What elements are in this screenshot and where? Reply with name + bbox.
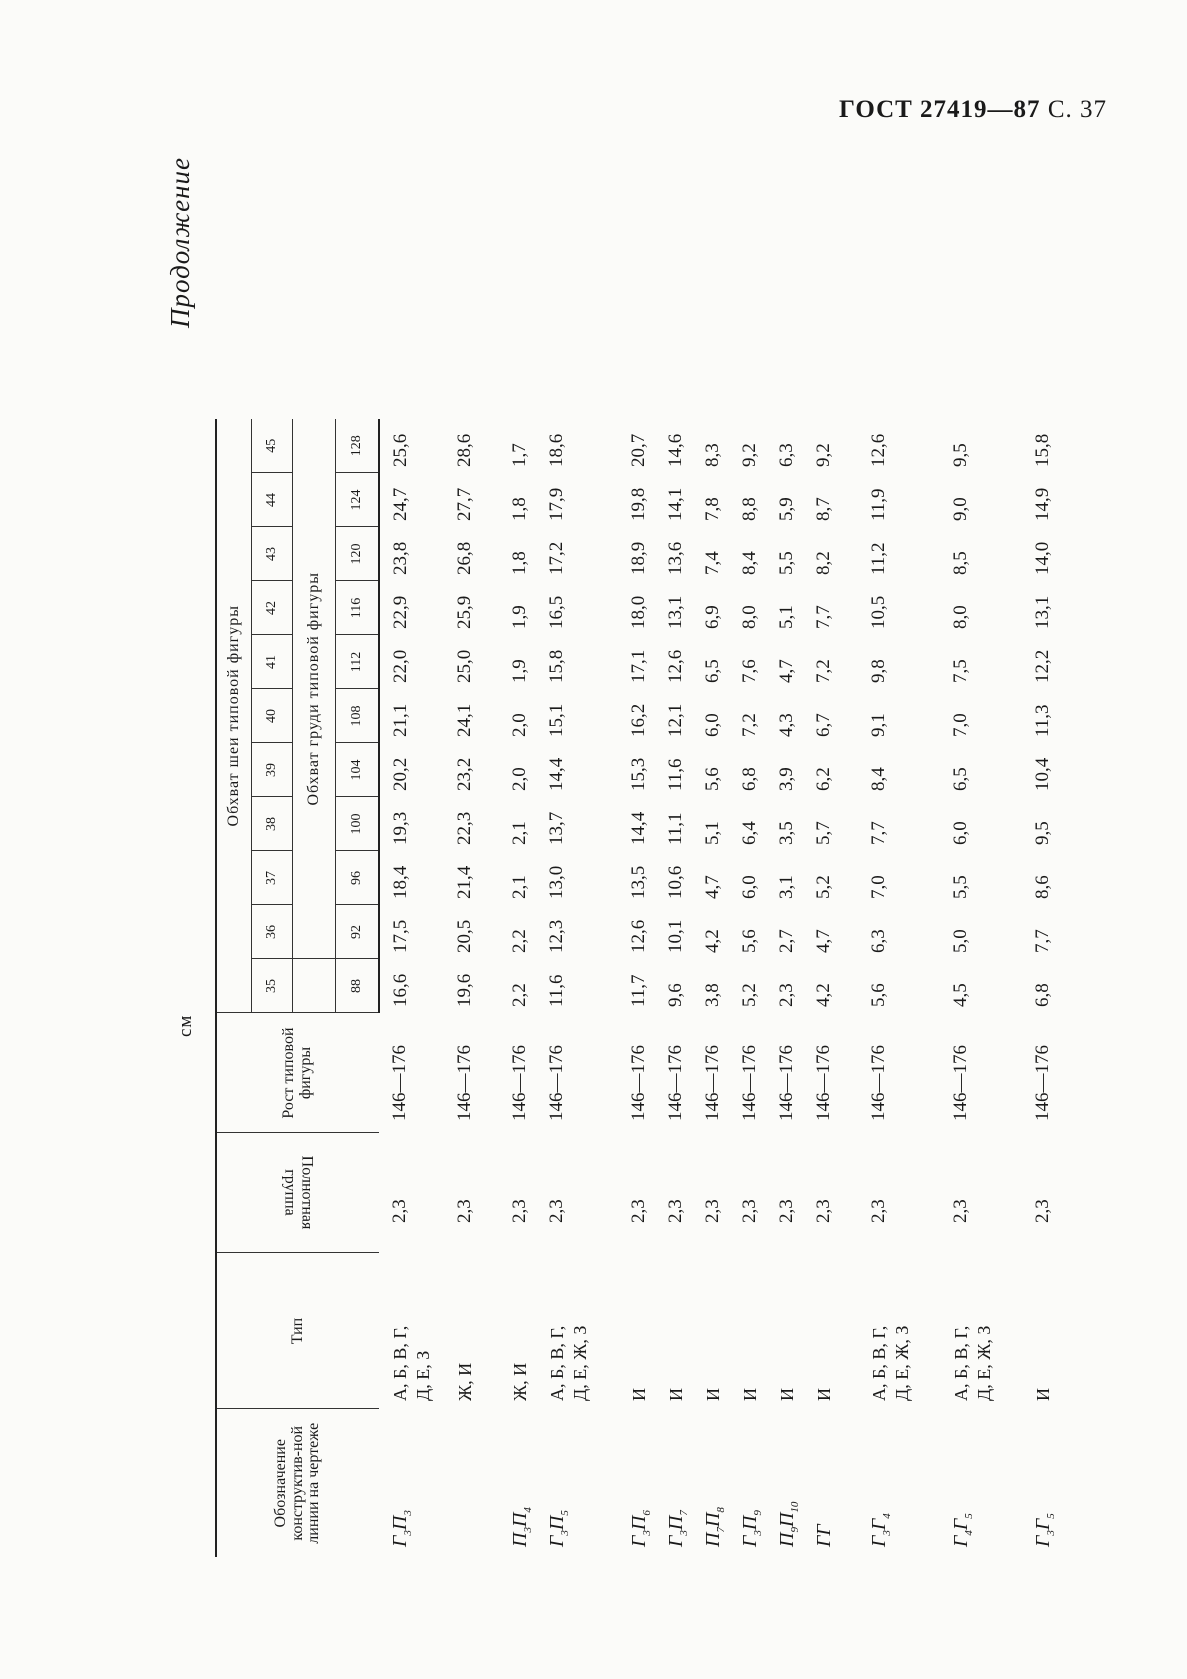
value-cell: 23,8: [390, 541, 411, 575]
neck-size-cell: 42: [252, 581, 293, 635]
value-cell: 4,7: [702, 875, 723, 899]
type-cell: А, Б, В, Г, Д, Е, Ж, З: [547, 1325, 591, 1401]
table-row: [735, 419, 772, 1557]
value-cell: 8,0: [739, 605, 760, 629]
value-cell: 9,0: [950, 497, 971, 521]
value-cell: 10,4: [1032, 757, 1053, 791]
designation-cell: $Г_3П_3$: [389, 1510, 414, 1547]
type-cell: И: [703, 1388, 723, 1401]
chest-size-cell: 96: [336, 851, 380, 905]
value-cell: 9,6: [665, 983, 686, 1007]
value-cell: 5,6: [868, 983, 889, 1007]
value-cell: 19,3: [390, 811, 411, 845]
table-row: [1010, 419, 1065, 1557]
value-cell: 3,1: [776, 875, 797, 899]
value-cell: 10,1: [665, 919, 686, 953]
height-cell: 146—176: [389, 1045, 410, 1121]
table-row: [772, 419, 809, 1557]
value-cell: 6,0: [702, 713, 723, 737]
value-cell: 14,9: [1032, 487, 1053, 521]
height-cell: 146—176: [628, 1045, 649, 1121]
value-cell: 24,1: [454, 703, 475, 737]
fullness-group-cell: 2,3: [665, 1199, 686, 1223]
designation-cell: $П_3П_4$: [509, 1507, 534, 1547]
value-cell: 22,3: [454, 811, 475, 845]
value-cell: 14,0: [1032, 541, 1053, 575]
chest-spacer: [293, 959, 336, 1013]
value-cell: 11,2: [868, 542, 889, 575]
value-cell: 14,6: [665, 433, 686, 467]
fullness-group-cell: 2,3: [546, 1199, 567, 1223]
value-cell: 22,9: [390, 595, 411, 629]
header-neck-girth: Обхват шеи типовой фигуры: [216, 419, 252, 1013]
value-cell: 12,6: [665, 649, 686, 683]
value-cell: 9,5: [950, 443, 971, 467]
type-cell: И: [666, 1388, 686, 1401]
value-cell: 22,0: [390, 649, 411, 683]
value-cell: 25,9: [454, 595, 475, 629]
table-row: [809, 419, 846, 1557]
value-cell: 7,5: [950, 659, 971, 683]
value-cell: 18,6: [546, 433, 567, 467]
value-cell: 1,9: [509, 605, 530, 629]
designation-cell: $Г_3П_9$: [739, 1510, 764, 1547]
value-cell: 18,4: [390, 865, 411, 899]
value-cell: 18,0: [628, 595, 649, 629]
type-cell: И: [629, 1388, 649, 1401]
type-cell: И: [777, 1388, 797, 1401]
value-cell: 5,6: [702, 767, 723, 791]
value-cell: 6,2: [813, 767, 834, 791]
value-cell: 20,2: [390, 757, 411, 791]
value-cell: 14,4: [628, 811, 649, 845]
value-cell: 13,6: [665, 541, 686, 575]
neck-size-cell: 40: [252, 689, 293, 743]
chest-size-cell: 92: [336, 905, 380, 959]
value-cell: 2,7: [776, 929, 797, 953]
value-cell: 7,7: [868, 821, 889, 845]
value-cell: 20,5: [454, 919, 475, 953]
value-cell: 7,0: [950, 713, 971, 737]
value-cell: 7,2: [739, 713, 760, 737]
fullness-group-cell: 2,3: [868, 1199, 889, 1223]
value-cell: 1,9: [509, 659, 530, 683]
value-cell: 11,7: [628, 974, 649, 1007]
height-cell: 146—176: [813, 1045, 834, 1121]
fullness-group-cell: 2,3: [628, 1199, 649, 1223]
value-cell: 20,7: [628, 433, 649, 467]
value-cell: 6,3: [776, 443, 797, 467]
value-cell: 19,8: [628, 487, 649, 521]
fullness-group-cell: 2,3: [702, 1199, 723, 1223]
value-cell: 15,8: [1032, 433, 1053, 467]
neck-size-cell: 36: [252, 905, 293, 959]
table-row: [487, 419, 542, 1557]
value-cell: 16,5: [546, 595, 567, 629]
value-cell: 8,4: [868, 767, 889, 791]
value-cell: 8,3: [702, 443, 723, 467]
value-cell: 14,4: [546, 757, 567, 791]
value-cell: 12,6: [868, 433, 889, 467]
table-row: [928, 419, 1010, 1557]
neck-size-cell: 37: [252, 851, 293, 905]
height-cell: 146—176: [950, 1045, 971, 1121]
height-cell: 146—176: [665, 1045, 686, 1121]
designation-cell: $П_7П_8$: [702, 1507, 727, 1547]
value-cell: 21,1: [390, 703, 411, 737]
table-row: [698, 419, 735, 1557]
value-cell: 8,4: [739, 551, 760, 575]
height-cell: 146—176: [1032, 1045, 1053, 1121]
value-cell: 1,8: [509, 497, 530, 521]
value-cell: 4,7: [813, 929, 834, 953]
value-cell: 4,2: [813, 983, 834, 1007]
value-cell: 15,1: [546, 703, 567, 737]
value-cell: 5,5: [950, 875, 971, 899]
table-body: [379, 419, 1065, 1557]
value-cell: 13,1: [665, 595, 686, 629]
value-cell: 4,7: [776, 659, 797, 683]
value-cell: 24,7: [390, 487, 411, 521]
value-cell: 5,7: [813, 821, 834, 845]
page-number: С. 37: [1047, 96, 1107, 123]
fullness-group-cell: 2,3: [813, 1199, 834, 1223]
value-cell: 8,2: [813, 551, 834, 575]
value-cell: 6,4: [739, 821, 760, 845]
value-cell: 9,1: [868, 713, 889, 737]
value-cell: 14,1: [665, 487, 686, 521]
value-cell: 27,7: [454, 487, 475, 521]
header-height: Рост типовой фигуры: [280, 1027, 314, 1119]
header-chest-girth: Обхват груди типовой фигуры: [293, 419, 336, 959]
neck-size-cell: 38: [252, 797, 293, 851]
value-cell: 1,8: [509, 551, 530, 575]
unit-label: см: [175, 1014, 196, 1037]
value-cell: 8,5: [950, 551, 971, 575]
value-cell: 6,0: [950, 821, 971, 845]
fullness-group-cell: 2,3: [776, 1199, 797, 1223]
type-cell: Ж, И: [510, 1362, 530, 1401]
value-cell: 2,0: [509, 713, 530, 737]
fullness-group-cell: 2,3: [454, 1199, 475, 1223]
value-cell: 2,1: [509, 821, 530, 845]
value-cell: 11,3: [1032, 704, 1053, 737]
value-cell: 7,7: [813, 605, 834, 629]
type-cell: Ж, И: [455, 1362, 475, 1401]
height-cell: 146—176: [739, 1045, 760, 1121]
value-cell: 3,8: [702, 983, 723, 1007]
header-designation: Обозначение конструктив-ной линии на чертеже: [216, 1409, 379, 1557]
fullness-group-text: Полнотная группа: [282, 1156, 316, 1230]
value-cell: 16,2: [628, 703, 649, 737]
value-cell: 5,2: [813, 875, 834, 899]
value-cell: 6,8: [1032, 983, 1053, 1007]
value-cell: 4,3: [776, 713, 797, 737]
designation-cell: $Г_3П_6$: [628, 1510, 653, 1547]
height-cell: 146—176: [454, 1045, 475, 1121]
height-cell: 146—176: [702, 1045, 723, 1121]
type-cell: А, Б, В, Г, Д, Е, З: [390, 1325, 434, 1401]
designation-cell: $Г_3П_5$: [546, 1510, 571, 1547]
value-cell: 8,8: [739, 497, 760, 521]
value-cell: 7,2: [813, 659, 834, 683]
value-cell: 2,0: [509, 767, 530, 791]
designation-cell: $Г_3П_7$: [665, 1510, 690, 1547]
chest-size-cell: 112: [336, 635, 380, 689]
type-cell: И: [814, 1388, 834, 1401]
value-cell: 18,9: [628, 541, 649, 575]
value-cell: 17,9: [546, 487, 567, 521]
value-cell: 26,8: [454, 541, 475, 575]
value-cell: 17,2: [546, 541, 567, 575]
chest-size-cell: 124: [336, 473, 380, 527]
page-header: [839, 96, 1107, 124]
value-cell: 10,6: [665, 865, 686, 899]
type-cell: А, Б, В, Г, Д, Е, Ж, З: [869, 1325, 913, 1401]
height-cell: 146—176: [509, 1045, 530, 1121]
value-cell: 7,8: [702, 497, 723, 521]
value-cell: 3,9: [776, 767, 797, 791]
height-cell: 146—176: [776, 1045, 797, 1121]
value-cell: 6,7: [813, 713, 834, 737]
designation-cell: $Г_3Г_5$: [1032, 1513, 1057, 1547]
value-cell: 5,9: [776, 497, 797, 521]
header-type: Тип: [216, 1253, 379, 1409]
value-cell: 5,2: [739, 983, 760, 1007]
table-row: [450, 419, 487, 1557]
value-cell: 5,6: [739, 929, 760, 953]
neck-size-cell: 44: [252, 473, 293, 527]
value-cell: 6,9: [702, 605, 723, 629]
value-cell: 16,6: [390, 973, 411, 1007]
value-cell: 13,5: [628, 865, 649, 899]
value-cell: 13,0: [546, 865, 567, 899]
table-row: [606, 419, 661, 1557]
neck-size-cell: 41: [252, 635, 293, 689]
value-cell: 6,8: [739, 767, 760, 791]
value-cell: 11,9: [868, 488, 889, 521]
value-cell: 17,5: [390, 919, 411, 953]
chest-size-cell: 116: [336, 581, 380, 635]
value-cell: 5,1: [776, 605, 797, 629]
value-cell: 4,5: [950, 983, 971, 1007]
value-cell: 17,1: [628, 649, 649, 683]
value-cell: 1,7: [509, 443, 530, 467]
value-cell: 7,4: [702, 551, 723, 575]
type-cell: А, Б, В, Г, Д, Е, Ж, З: [951, 1325, 995, 1401]
value-cell: 6,0: [739, 875, 760, 899]
value-cell: 13,1: [1032, 595, 1053, 629]
designation-cell: $Г_3Г_4$: [868, 1513, 893, 1547]
value-cell: 6,5: [950, 767, 971, 791]
value-cell: 11,1: [665, 812, 686, 845]
value-cell: 8,6: [1032, 875, 1053, 899]
value-cell: 8,0: [950, 605, 971, 629]
value-cell: 2,3: [776, 983, 797, 1007]
value-cell: 23,2: [454, 757, 475, 791]
continuation-label: Продолжение: [165, 157, 195, 329]
value-cell: 11,6: [546, 974, 567, 1007]
chest-size-cell: 108: [336, 689, 380, 743]
chest-size-cell: 88: [336, 959, 380, 1013]
value-cell: 2,2: [509, 983, 530, 1007]
value-cell: 9,2: [813, 443, 834, 467]
neck-size-cell: 45: [252, 419, 293, 473]
neck-size-cell: 43: [252, 527, 293, 581]
value-cell: 9,2: [739, 443, 760, 467]
value-cell: 5,1: [702, 821, 723, 845]
value-cell: 7,6: [739, 659, 760, 683]
value-cell: 7,7: [1032, 929, 1053, 953]
value-cell: 19,6: [454, 973, 475, 1007]
value-cell: 15,3: [628, 757, 649, 791]
height-cell: 146—176: [868, 1045, 889, 1121]
value-cell: 8,7: [813, 497, 834, 521]
value-cell: 28,6: [454, 433, 475, 467]
value-cell: 5,5: [776, 551, 797, 575]
value-cell: 2,2: [509, 929, 530, 953]
value-cell: 6,5: [702, 659, 723, 683]
type-cell: И: [740, 1388, 760, 1401]
fullness-group-cell: 2,3: [509, 1199, 530, 1223]
chest-size-cell: 104: [336, 743, 380, 797]
neck-size-cell: 35: [252, 959, 293, 1013]
value-cell: 25,6: [390, 433, 411, 467]
chest-size-cell: 100: [336, 797, 380, 851]
chest-size-cell: 128: [336, 419, 380, 473]
value-cell: 2,1: [509, 875, 530, 899]
value-cell: 10,5: [868, 595, 889, 629]
dimensions-table: [215, 419, 1065, 1557]
value-cell: 12,2: [1032, 649, 1053, 683]
value-cell: 12,3: [546, 919, 567, 953]
value-cell: 9,8: [868, 659, 889, 683]
value-cell: 12,6: [628, 919, 649, 953]
fullness-group-cell: 2,3: [1032, 1199, 1053, 1223]
table-row: [661, 419, 698, 1557]
value-cell: 9,5: [1032, 821, 1053, 845]
value-cell: 25,0: [454, 649, 475, 683]
rotated-table-area: [155, 157, 1115, 1607]
chest-size-cell: 120: [336, 527, 380, 581]
designation-cell: $Г_4Г_5$: [950, 1513, 975, 1547]
header-fullness-group: [216, 1133, 379, 1253]
type-cell: И: [1033, 1388, 1053, 1401]
table-row: [379, 419, 450, 1557]
designation-cell: $П_9П_{10}$: [776, 1501, 801, 1547]
value-cell: 15,8: [546, 649, 567, 683]
value-cell: 4,2: [702, 929, 723, 953]
value-cell: 7,0: [868, 875, 889, 899]
value-cell: 5,0: [950, 929, 971, 953]
designation-cell: ГГ: [813, 1524, 835, 1547]
table-row: [542, 419, 606, 1557]
standard-code: ГОСТ 27419—87: [839, 96, 1041, 123]
value-cell: 3,5: [776, 821, 797, 845]
fullness-group-cell: 2,3: [950, 1199, 971, 1223]
value-cell: 6,3: [868, 929, 889, 953]
height-cell: 146—176: [546, 1045, 567, 1121]
designation-cell: [450, 1409, 487, 1557]
table-row: [846, 419, 928, 1557]
value-cell: 12,1: [665, 703, 686, 737]
value-cell: 13,7: [546, 811, 567, 845]
value-cell: 21,4: [454, 865, 475, 899]
fullness-group-cell: 2,3: [389, 1199, 410, 1223]
value-cell: 11,6: [665, 758, 686, 791]
fullness-group-cell: 2,3: [739, 1199, 760, 1223]
neck-size-cell: 39: [252, 743, 293, 797]
